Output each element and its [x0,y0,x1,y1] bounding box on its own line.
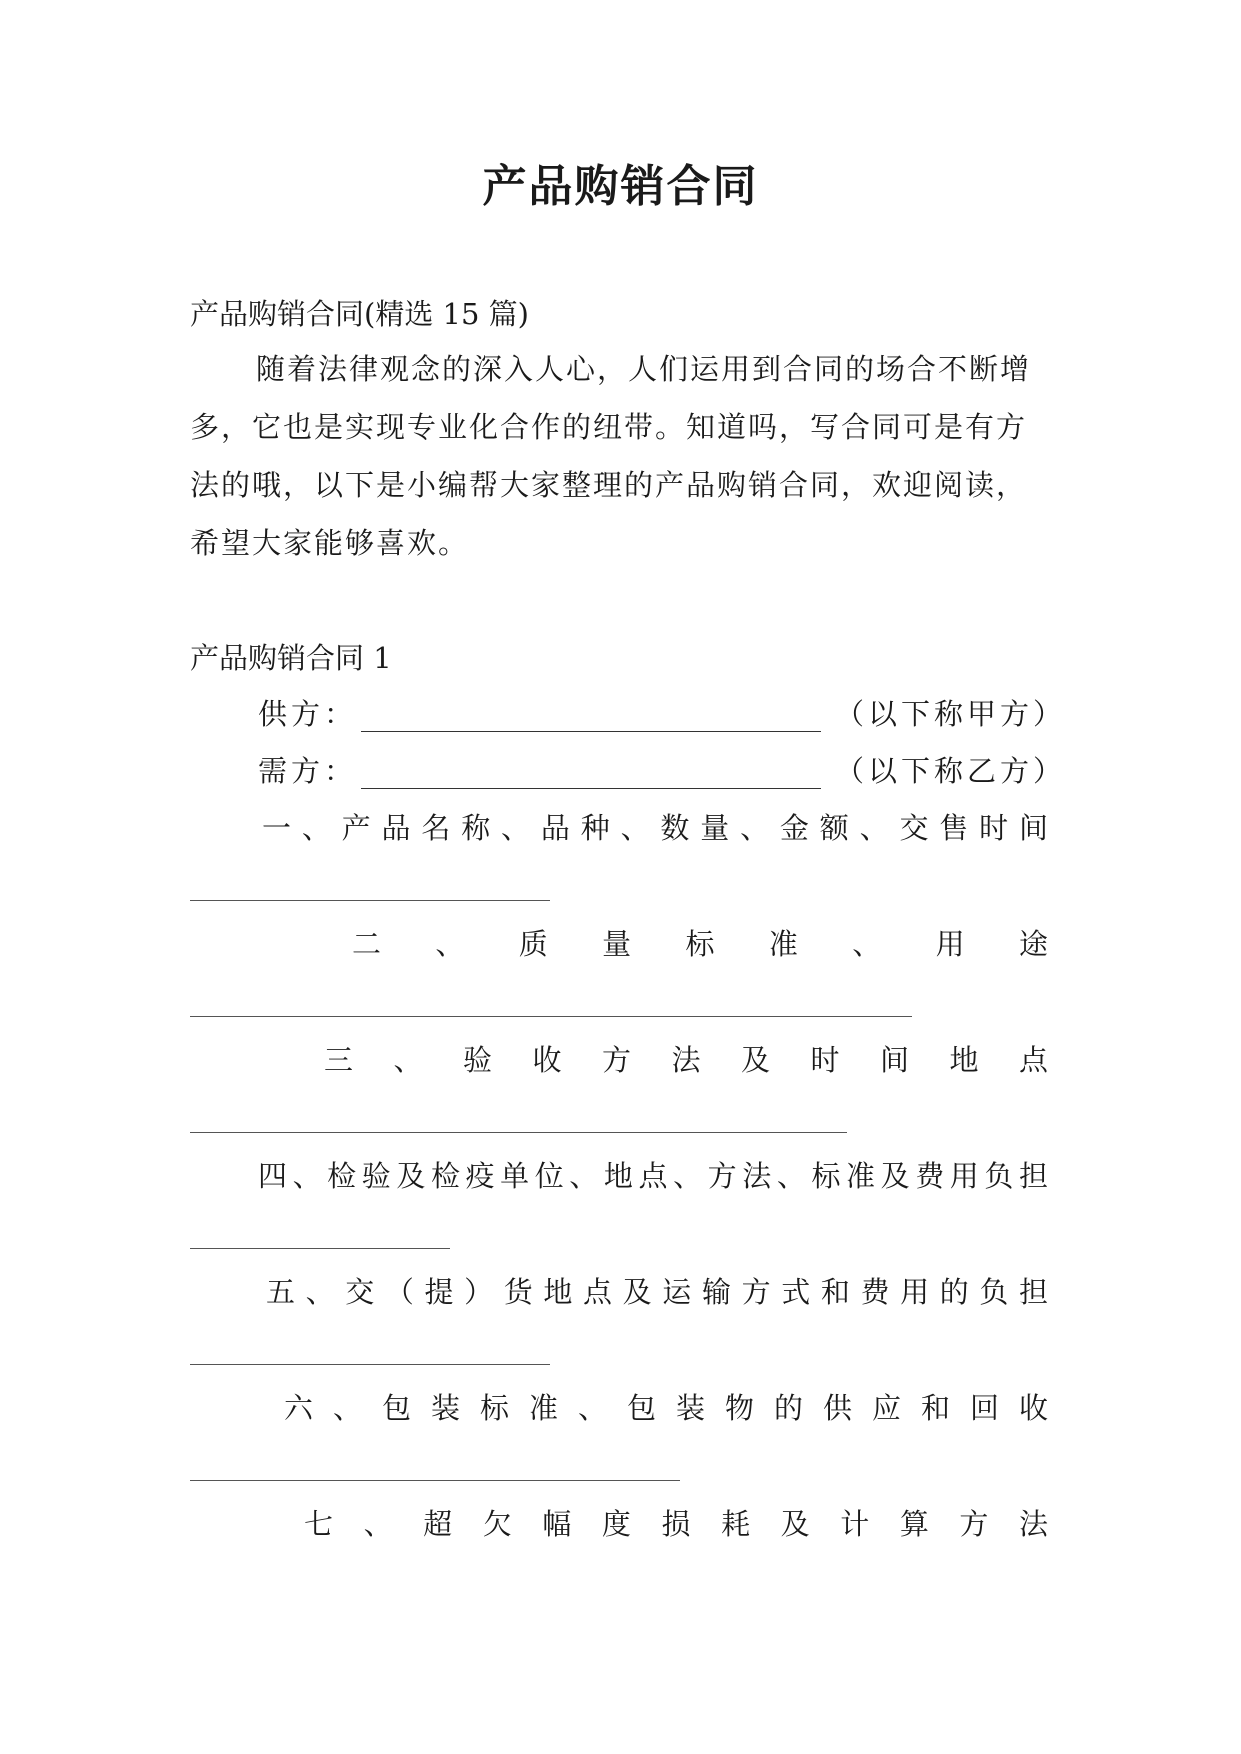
clause-2: 二、质量标准、用途 [352,927,1048,961]
party-row-supplier [258,696,1078,732]
fill-in-line [190,900,550,901]
fill-in-line [190,1132,847,1133]
clause-6: 六、包装标准、包装物的供应和回收 [284,1391,1048,1425]
party-row-buyer [258,753,1078,789]
party-label: 供方： [258,697,358,731]
clause-7: 七、超欠幅度损耗及计算方法 [304,1507,1048,1541]
fill-in-line [190,1364,550,1365]
party-label: 需方： [258,754,358,788]
clause-4: 四、检验及检疫单位、地点、方法、标准及费用负担 [258,1159,1048,1193]
fill-in-line [190,1016,912,1017]
subtitle: 产品购销合同(精选 15 篇) [190,297,529,331]
clause-3: 三、验收方法及时间地点 [324,1043,1048,1077]
intro-paragraph: 随着法律观念的深入人心，人们运用到合同的场合不断增多，它也是实现专业化合作的纽带。知道吗，写合同可是有方法的哦，以下是小编帮大家整理的产品购销合同，欢迎阅读，希望大家能够喜欢。 [190,352,1032,560]
party-note: （以下称甲方） [835,697,1067,731]
party-note: （以下称乙方） [835,754,1067,788]
page-title: 产品购销合同 [482,161,759,212]
fill-in-line [190,1480,680,1481]
clause-5: 五、交（提）货地点及运输方式和费用的负担 [266,1275,1048,1309]
fill-in-blank [361,762,821,789]
fill-in-blank [361,705,821,732]
clause-1: 一、产品名称、品种、数量、金额、交售时间 [262,811,1048,845]
fill-in-line [190,1248,450,1249]
section-heading: 产品购销合同 1 [190,641,392,675]
